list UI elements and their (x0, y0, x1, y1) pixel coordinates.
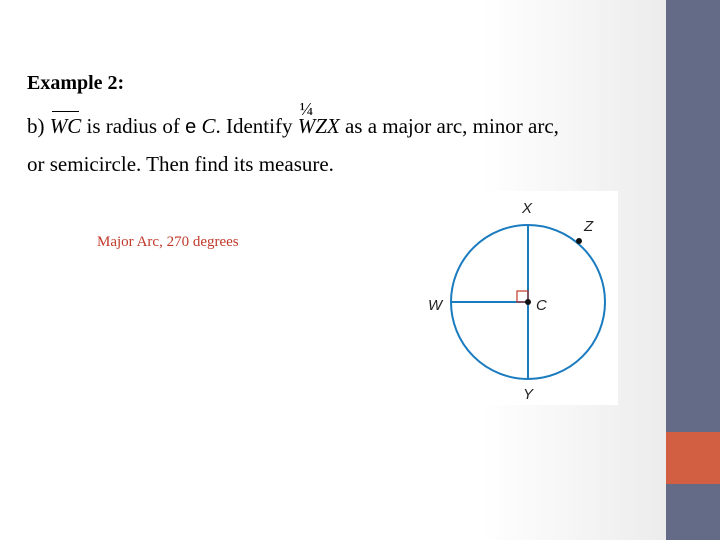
arc-symbol: ¼ (299, 99, 314, 119)
problem-line-1 (27, 99, 559, 139)
answer-text: Major Arc, 270 degrees (97, 234, 239, 250)
point-z (576, 238, 582, 244)
segment-wc: WC (49, 114, 82, 138)
sidebar-accent-block (666, 432, 720, 484)
problem-text-a: is radius of (86, 114, 180, 138)
slide-title: Example 2: (27, 72, 125, 94)
problem-text-b: . Identify (215, 114, 293, 138)
label-c: C (536, 297, 547, 314)
label-w: W (428, 297, 443, 314)
point-c (525, 299, 531, 305)
label-y: Y (523, 386, 534, 403)
circle-symbol: e (185, 116, 197, 138)
arc-name: WZX (297, 114, 340, 138)
label-z: Z (584, 218, 594, 235)
arc-wzx (297, 99, 340, 139)
problem-text-c: as a major arc, minor arc, (344, 114, 559, 138)
circle-name: C (201, 114, 216, 138)
problem-line-2: or semicircle. Then find its measure. (27, 152, 334, 176)
label-x: X (522, 200, 533, 217)
circle-diagram (418, 191, 618, 405)
problem-prefix: b) (27, 114, 45, 138)
